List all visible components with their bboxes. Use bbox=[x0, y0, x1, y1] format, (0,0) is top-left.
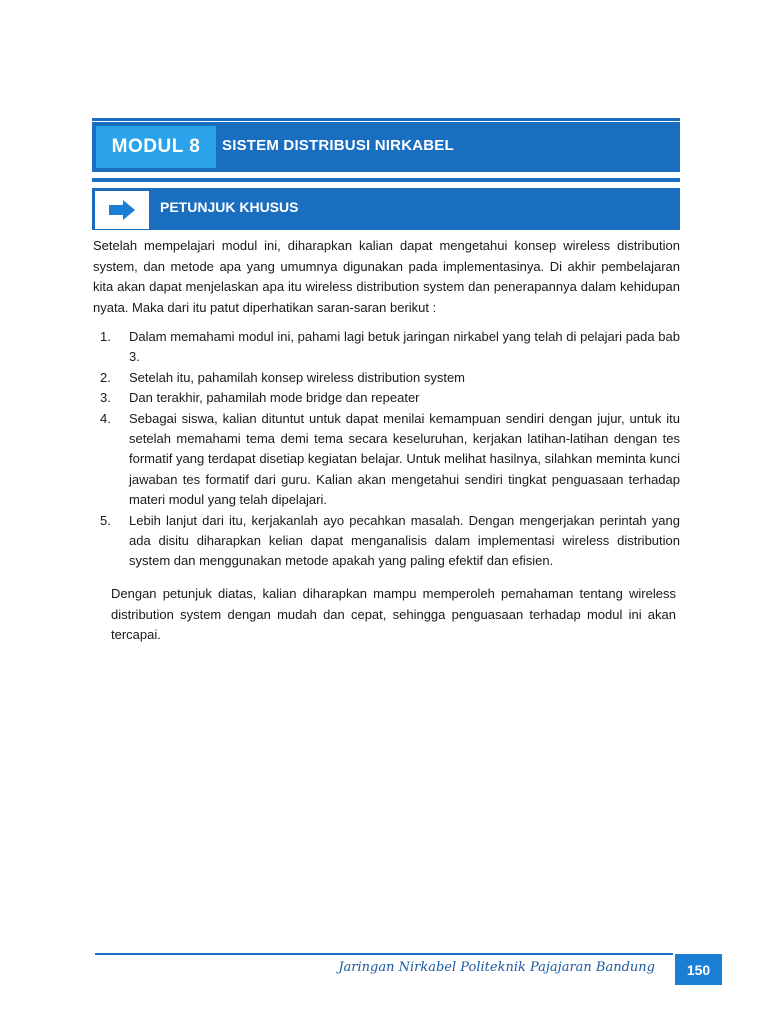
module-title: SISTEM DISTRIBUSI NIRKABEL bbox=[222, 136, 454, 154]
list-item-text: Lebih lanjut dari itu, kerjakanlah ayo pecahkan masalah. Dengan mengerjakan perintah yang ada disitu diharapkan kelian dapat menganalisis dalam implementasi wireless distribution system dan menggunakan metode apakah yang paling efektif dan efisien. bbox=[129, 512, 680, 569]
list-item-text: Dalam memahami modul ini, pahami lagi betuk jaringan nirkabel yang telah di pelajari pada bab 3. bbox=[129, 329, 680, 365]
module-label: MODUL 8 bbox=[111, 136, 201, 157]
list-item bbox=[100, 388, 680, 408]
section-title: PETUNJUK KHUSUS bbox=[160, 199, 299, 215]
list-item-text: Dan terakhir, pahamilah mode bridge dan repeater bbox=[129, 390, 420, 406]
arrow-right-icon bbox=[107, 199, 137, 221]
list-item-number: 4. bbox=[100, 410, 111, 426]
intro-paragraph: Setelah mempelajari modul ini, diharapkan kalian dapat mengetahui konsep wireless distribution system, dan metode apa yang umumnya digunakan pada implementasinya. Di akhir pembelajaran kita akan dapat menjelaskan apa itu wireless distribution system dan penerapannya dalam kehidupan nyata. Maka dari itu patut diperhatikan saran-saran berikut : bbox=[93, 238, 680, 315]
list-item-text: Setelah itu, pahamilah konsep wireless distribution system bbox=[129, 369, 466, 385]
instructions-list bbox=[100, 327, 680, 572]
module-badge bbox=[96, 126, 216, 168]
list-item bbox=[100, 511, 680, 572]
page-number: 150 bbox=[675, 954, 722, 985]
list-item bbox=[100, 368, 680, 388]
list-item-text: Sebagai siswa, kalian dituntut untuk dapat menilai kemampuan sendiri dengan jujur, untuk itu setelah memahami tema demi tema secara keseluruhan, kerjakan latihan-latihan dengan tes formatif yang terdapat disetiap kegiatan belajar. Untuk melihat hasilnya, silahkan meminta kunci jawaban tes formatif dari guru. Kalian akan mengetahui sendiri tingkat penguasaan terhadap materi modul yang telah dipelajari. bbox=[129, 410, 680, 508]
section-icon-box bbox=[94, 190, 150, 230]
footer-title: Jaringan Nirkabel Politeknik Pajajaran Bandung bbox=[338, 960, 655, 975]
list-item bbox=[100, 327, 680, 368]
list-item-number: 3. bbox=[100, 390, 111, 406]
list-item-number: 5. bbox=[100, 512, 111, 528]
list-item-number: 2. bbox=[100, 369, 111, 385]
closing-paragraph: Dengan petunjuk diatas, kalian diharapkan mampu memperoleh pemahaman tentang wireless distribution system dengan mudah dan cepat, sehingga penguasaan terhadap modul ini akan tercapai. bbox=[111, 586, 676, 643]
list-item bbox=[100, 409, 680, 511]
module-header-top-rule bbox=[92, 118, 680, 121]
module-header-bottom-rule bbox=[92, 178, 680, 182]
footer-rule bbox=[95, 953, 673, 955]
list-item-number: 1. bbox=[100, 329, 111, 344]
